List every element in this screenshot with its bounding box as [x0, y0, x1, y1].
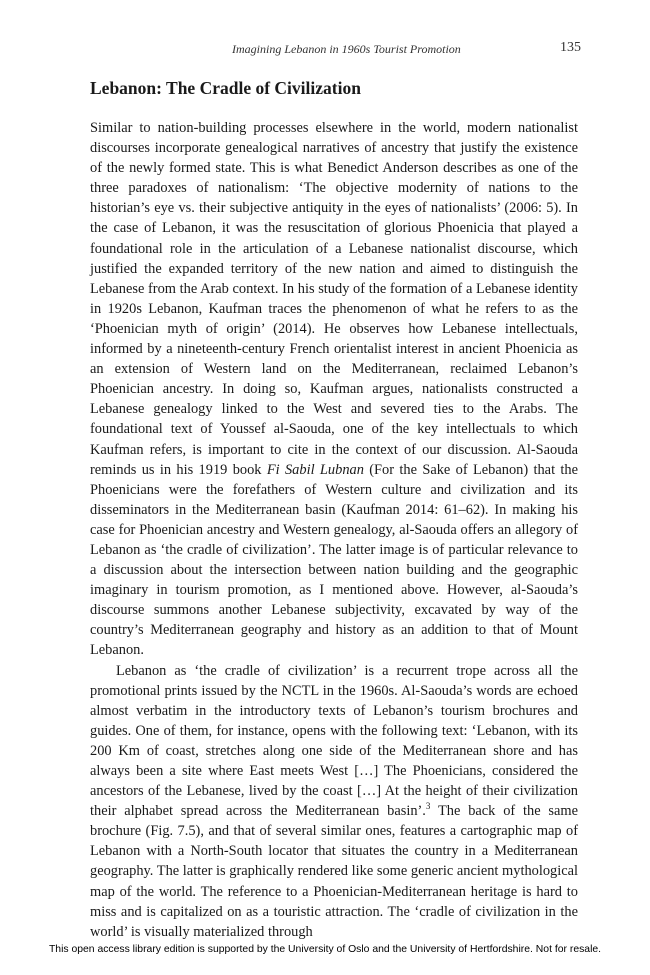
- paragraph-1-part-2: (For the Sake of Lebanon) that the Phoenicians were the forefathers of Western culture and civilization and its disseminators in the Mediterranean basin (Kaufman 2014: 61–62). In making his case for Phoenician ancestry and Western genealogy, al-Saouda offers an allegory of Lebanon as ‘the cradle of civilization’. The latter image is of particular relevance to a discussion about the intersection between nation building and the geographic imaginary in tourism promotion, as I mentioned above. However, al-Saouda’s discourse summons another Lebanese subjectivity, excavated by way of the country’s Mediterranean geography and history as an addition to that of Mount Lebanon.: [90, 461, 579, 659]
- footer-note: This open access library edition is supported by the University of Oslo and the University of Hertfordshire. Not for resale.: [48, 944, 602, 955]
- paragraph-2-part-2: The back of the same brochure (Fig. 7.5), and that of several similar ones, features a cartographic map of Lebanon with a North-South locator that situates the country in a Mediterranean geography. The latter is graphically rendered like some generic ancient mythological map of the world. The reference to a Phoenician-Mediterranean heritage is hard to miss and is capitalized on as a touristic attraction. The ‘cradle of civilization in the world’ is visually materialized through: [90, 803, 579, 940]
- footnote-reference: 3: [425, 801, 431, 812]
- paragraph-1: [90, 118, 578, 661]
- book-title: Fi Sabil Lubnan: [266, 461, 364, 478]
- page-number: 135: [560, 40, 581, 55]
- section-heading: Lebanon: The Cradle of Civilization: [90, 78, 361, 98]
- running-title: Imagining Lebanon in 1960s Tourist Promotion: [232, 42, 461, 56]
- paragraph-2: [90, 661, 578, 942]
- paragraph-1-part-1: Similar to nation-building processes elsewhere in the world, modern nationalist discourses incorporate genealogical narratives of ancestry that justify the existence of the newly formed state. This is what Benedict Anderson describes as one of the three paradoxes of nationalism: ‘The objective modernity of nations to the historian’s eye vs. their subjective antiquity in the eyes of nationalists’ (2006: 5). In the case of Lebanon, it was the resuscitation of glorious Phoenicia that played a foundational role in the articulation of a Lebanese nationalist discourse, which justified the expanded territory of the new nation and aimed to distinguish the Lebanese from the Arab context. In his study of the formation of a Lebanese identity in 1920s Lebanon, Kaufman traces the phenomenon of what he refers to as the ‘Phoenician myth of origin’ (2014). He observes how Lebanese intellectuals, informed by a nineteenth-century French orientalist interest in ancient Phoenicia as an extension of Western land on the Mediterranean, reclaimed Lebanon’s Phoenician ancestry. In doing so, Kaufman argues, nationalists constructed a Lebanese genealogy linked to the West and severed ties to the Arabs. The foundational text of Youssef al-Saouda, one of the key intellectuals to which Kaufman refers, is important to cite in the context of our discussion. Al-Saouda reminds us in his 1919 book: [90, 120, 578, 478]
- paragraph-2-part-1: Lebanon as ‘the cradle of civilization’ is a recurrent trope across all the promotional prints issued by the NCTL in the 1960s. Al-Saouda’s words are echoed almost verbatim in the introductory texts of Lebanon’s tourism brochures and guides. One of them, for instance, opens with the following text: ‘Lebanon, with its 200 Km of coast, stretches along one side of the Mediterranean shore and has always been a site where East meets West […] The Phoenicians, considered the ancestors of the Lebanese, lived by the coast […] At the height of their civilization their alphabet spread across the Mediterranean basin’.: [90, 662, 578, 820]
- body-text: [90, 118, 578, 942]
